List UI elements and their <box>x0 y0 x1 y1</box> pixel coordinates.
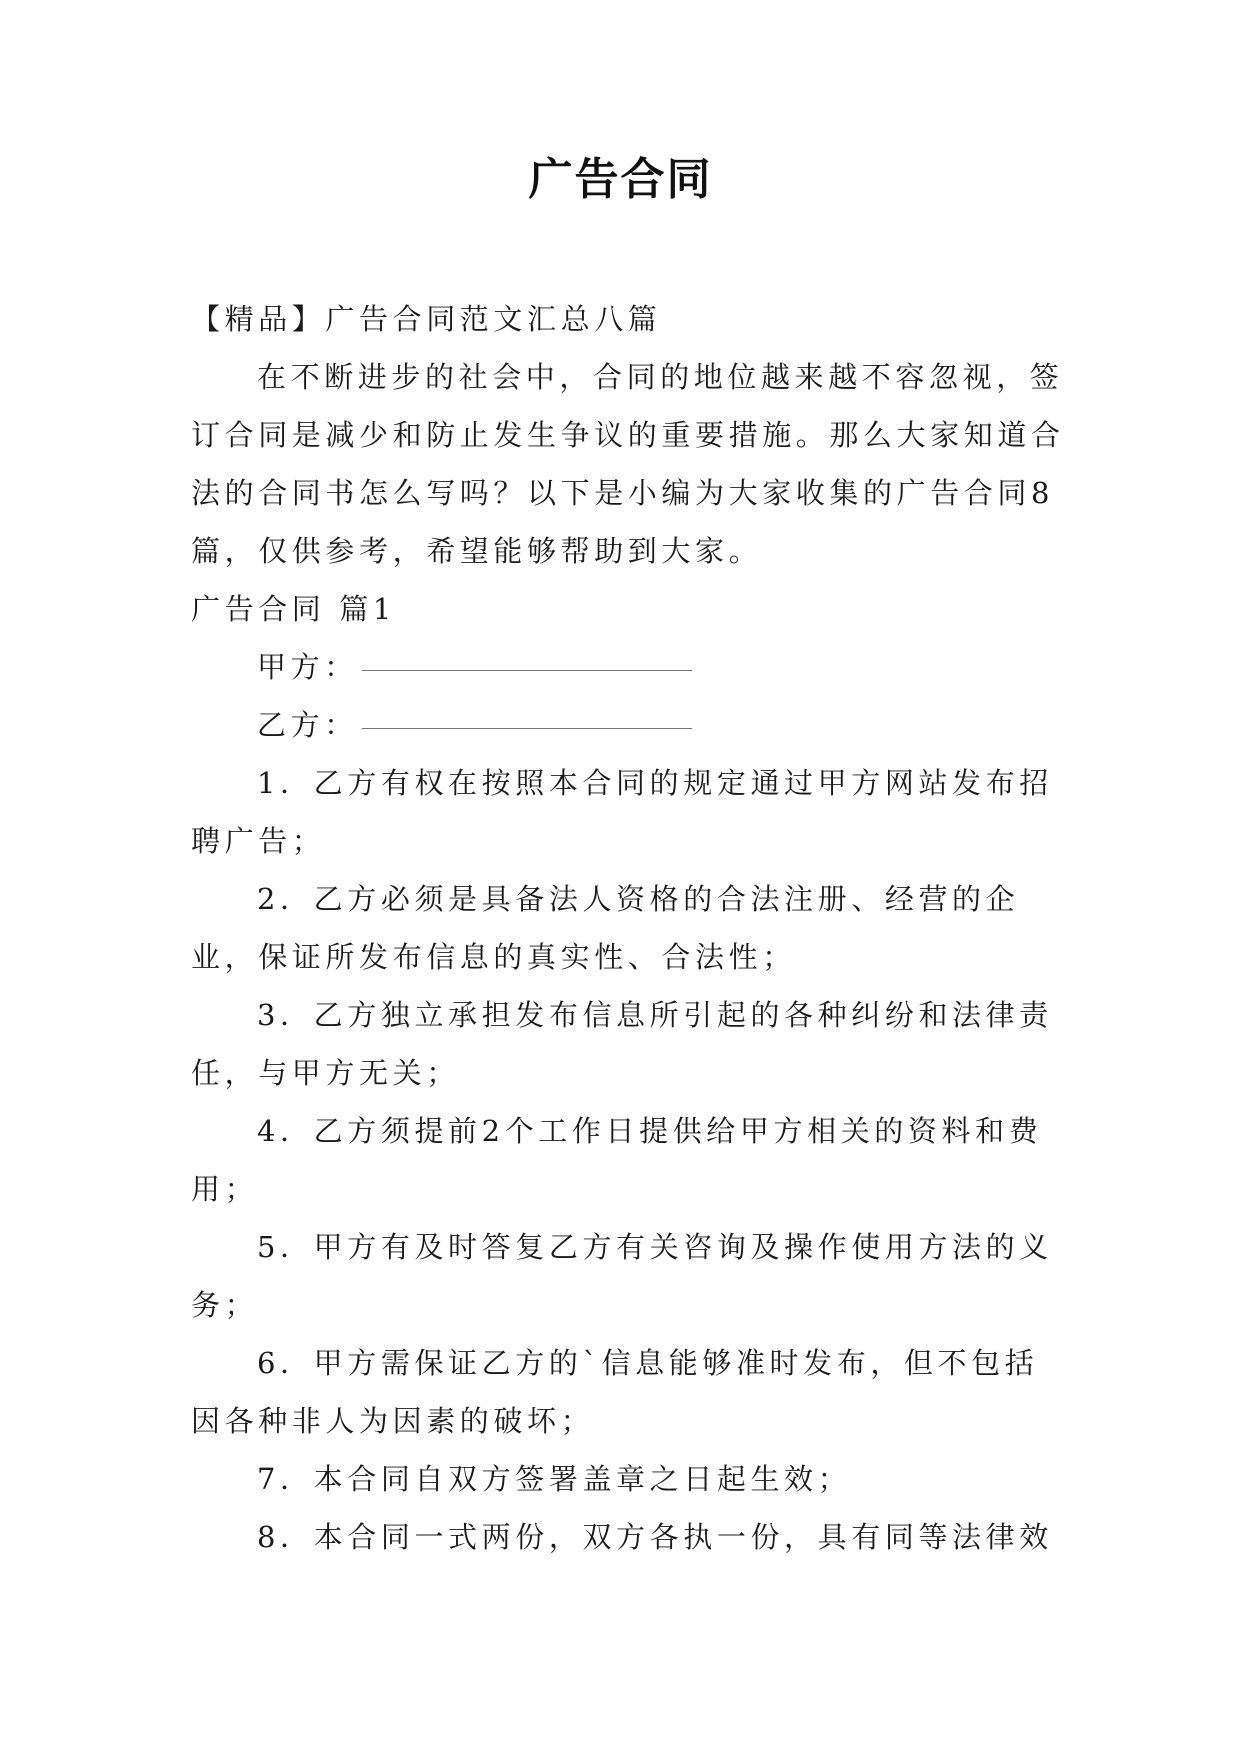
party-a-label: 甲方： <box>257 650 358 684</box>
party-b-line <box>191 696 1071 754</box>
section-heading: 广告合同 篇1 <box>191 592 396 626</box>
document-title: 广告合同 <box>528 154 713 205</box>
document-subtitle: 【精品】广告合同范文汇总八篇 <box>191 302 662 336</box>
clause-1: 1．乙方有权在按照本合同的规定通过甲方网站发布招聘广告； <box>191 766 1053 858</box>
clause-2: 2．乙方必须是具备法人资格的合法注册、经营的企业，保证所发布信息的真实性、合法性； <box>191 882 1020 974</box>
clause-7: 7．本合同自双方签署盖章之日起生效； <box>257 1462 852 1496</box>
document-body <box>191 290 1071 1566</box>
party-b-label: 乙方： <box>257 708 358 742</box>
clause-4: 4．乙方须提前2个工作日提供给甲方相关的资料和费用； <box>191 1114 1043 1206</box>
clause-3: 3．乙方独立承担发布信息所引起的各种纠纷和法律责任，与甲方无关； <box>191 998 1053 1090</box>
party-a-blank <box>362 670 692 671</box>
clause-8: 8．本合同一式两份，双方各执一份，具有同等法律效 <box>257 1520 1053 1554</box>
clause-5: 5．甲方有及时答复乙方有关咨询及操作使用方法的义务； <box>191 1230 1053 1322</box>
party-a-line <box>191 638 1071 696</box>
intro-paragraph: 在不断进步的社会中，合同的地位越来越不容忽视，签订合同是减少和防止发生争议的重要措施。那么大家知道合法的合同书怎么写吗？以下是小编为大家收集的广告合同8篇，仅供参考，希望能够帮助到大家。 <box>191 360 1065 568</box>
clause-6: 6．甲方需保证乙方的`信息能够准时发布，但不包括因各种非人为因素的破坏； <box>191 1346 1039 1438</box>
party-b-blank <box>362 728 692 729</box>
